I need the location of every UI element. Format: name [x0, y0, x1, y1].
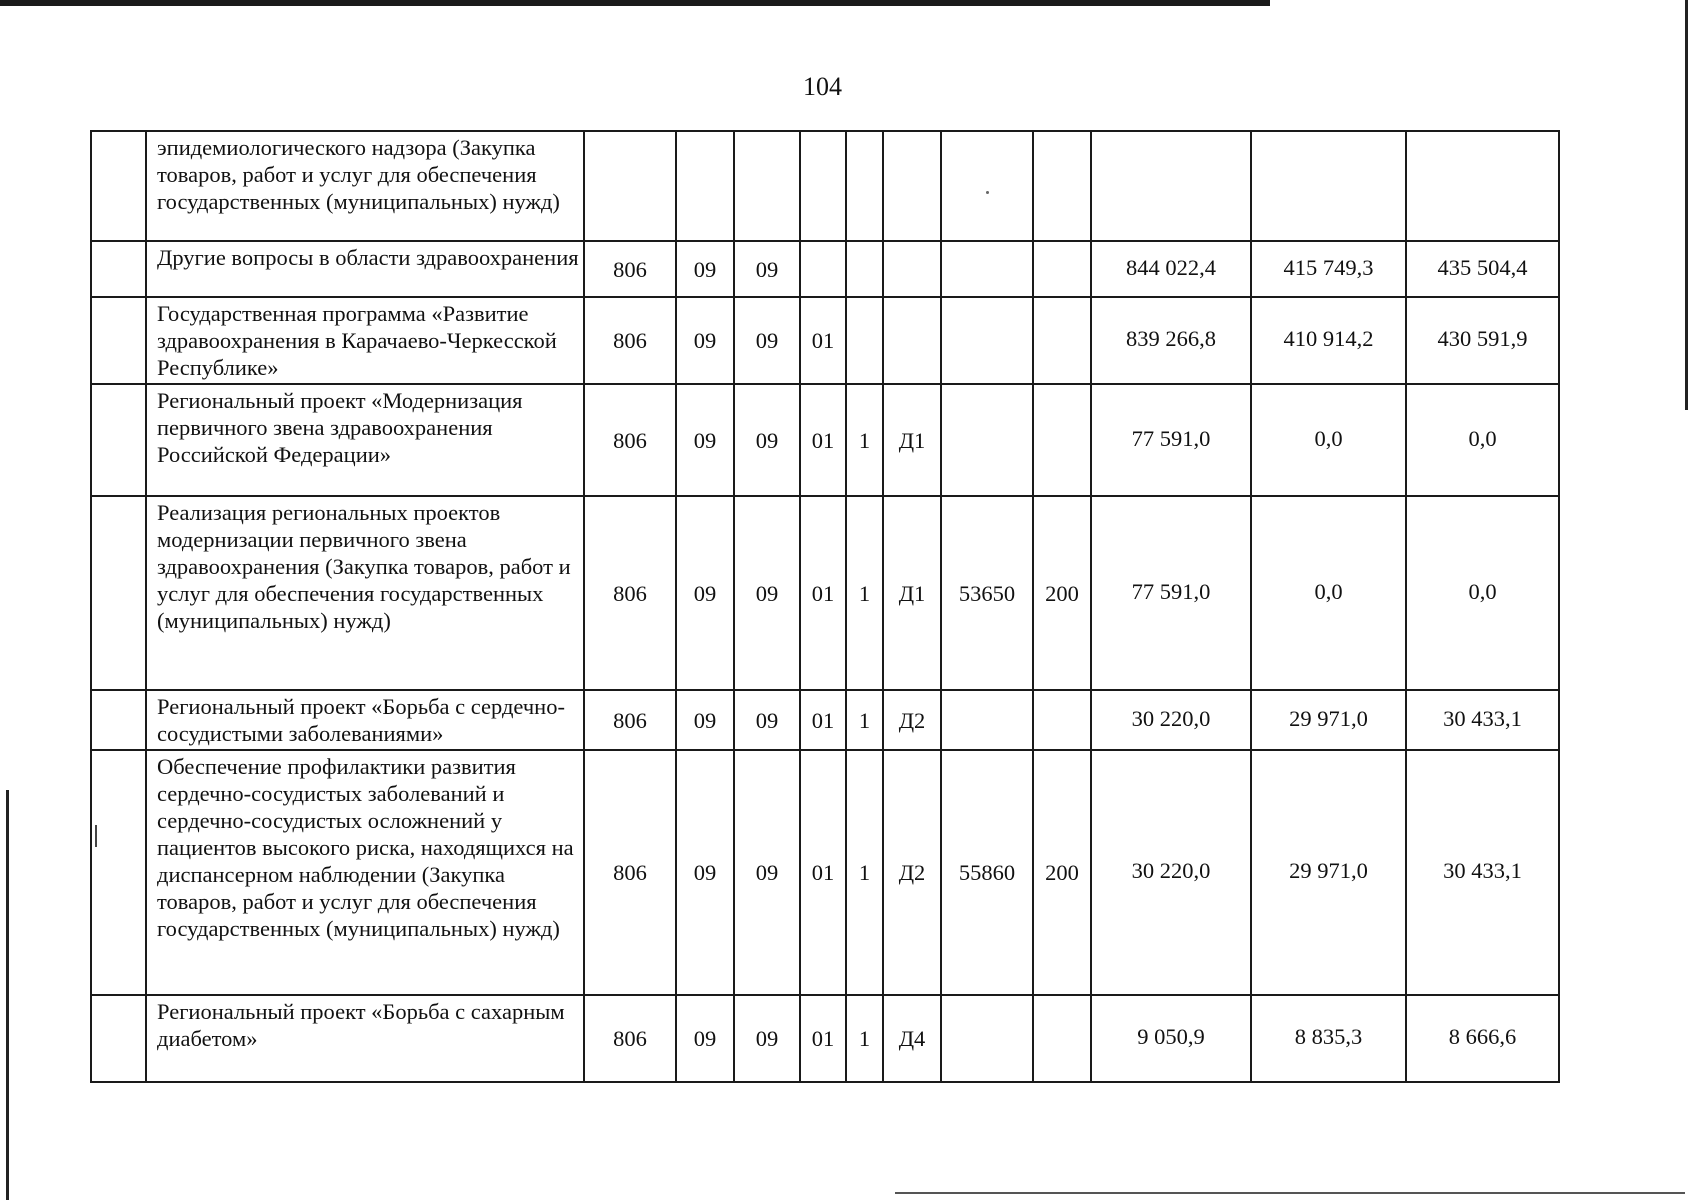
expense-type-cell [1033, 384, 1091, 496]
amount-year3-cell: 0,0 [1406, 384, 1559, 496]
direction-cell [941, 131, 1033, 241]
event-cell: Д1 [883, 384, 941, 496]
scan-edge-right [1685, 0, 1688, 410]
expense-type-cell [1033, 297, 1091, 384]
amount-year1-cell: 9 050,9 [1091, 995, 1251, 1082]
ved-cell: 806 [584, 297, 676, 384]
amount-year1-cell [1091, 131, 1251, 241]
row-name: Обеспечение профилактики развития сердечно-сосудистых заболеваний и сердечно-сосудистых осложнений у пациентов высокого риска, находящихся на диспансерном наблюдении (Закупка товаров, работ и услуг для обеспечения государственных (муниципальных) нужд) [146, 750, 584, 995]
event-cell: Д4 [883, 995, 941, 1082]
razdel-cell: 09 [676, 384, 734, 496]
budget-table [90, 130, 1560, 1083]
scan-dot [986, 191, 989, 194]
ved-cell: 806 [584, 241, 676, 297]
row-name: Реализация региональных проектов модернизации первичного звена здравоохранения (Закупка товаров, работ и услуг для обеспечения государственных (муниципальных) нужд) [146, 496, 584, 690]
event-cell [883, 241, 941, 297]
podrazdel-cell: 09 [734, 496, 800, 690]
subprogram-cell [846, 131, 883, 241]
razdel-cell: 09 [676, 750, 734, 995]
direction-cell [941, 297, 1033, 384]
direction-cell: 53650 [941, 496, 1033, 690]
subprogram-cell: 1 [846, 384, 883, 496]
row-name: Региональный проект «Модернизация первичного звена здравоохранения Российской Федерации» [146, 384, 584, 496]
podrazdel-cell [734, 131, 800, 241]
amount-year3-cell: 30 433,1 [1406, 750, 1559, 995]
event-cell: Д2 [883, 690, 941, 750]
subprogram-cell: 1 [846, 690, 883, 750]
ved-cell: 806 [584, 690, 676, 750]
table-row [91, 496, 1559, 690]
program-cell: 01 [800, 297, 846, 384]
program-cell [800, 241, 846, 297]
event-cell: Д1 [883, 496, 941, 690]
scan-edge-top [0, 0, 1270, 6]
subprogram-cell [846, 241, 883, 297]
row-marker-cell [91, 131, 146, 241]
expense-type-cell: 200 [1033, 750, 1091, 995]
subprogram-cell: 1 [846, 496, 883, 690]
table-row [91, 241, 1559, 297]
row-marker-cell [91, 496, 146, 690]
row-name: Другие вопросы в области здравоохранения [146, 241, 584, 297]
row-marker-cell [91, 690, 146, 750]
event-cell [883, 297, 941, 384]
razdel-cell: 09 [676, 496, 734, 690]
amount-year2-cell: 29 971,0 [1251, 690, 1406, 750]
razdel-cell: 09 [676, 995, 734, 1082]
row-marker-cell [91, 297, 146, 384]
amount-year2-cell: 410 914,2 [1251, 297, 1406, 384]
podrazdel-cell: 09 [734, 384, 800, 496]
program-cell: 01 [800, 384, 846, 496]
amount-year2-cell: 0,0 [1251, 384, 1406, 496]
program-cell [800, 131, 846, 241]
page-number: 104 [803, 72, 842, 101]
amount-year3-cell: 0,0 [1406, 496, 1559, 690]
podrazdel-cell: 09 [734, 995, 800, 1082]
table-row [91, 384, 1559, 496]
program-cell: 01 [800, 690, 846, 750]
amount-year1-cell: 77 591,0 [1091, 496, 1251, 690]
amount-year2-cell: 29 971,0 [1251, 750, 1406, 995]
expense-type-cell [1033, 131, 1091, 241]
program-cell: 01 [800, 496, 846, 690]
ved-cell: 806 [584, 496, 676, 690]
expense-type-cell: 200 [1033, 496, 1091, 690]
razdel-cell: 09 [676, 690, 734, 750]
row-name: эпидемиологического надзора (Закупка товаров, работ и услуг для обеспечения государственных (муниципальных) нужд) [146, 131, 584, 241]
table-row [91, 750, 1559, 995]
row-marker-cell [91, 384, 146, 496]
razdel-cell: 09 [676, 241, 734, 297]
razdel-cell [676, 131, 734, 241]
direction-cell [941, 241, 1033, 297]
ved-cell: 806 [584, 750, 676, 995]
table-row [91, 690, 1559, 750]
expense-type-cell [1033, 995, 1091, 1082]
amount-year1-cell: 77 591,0 [1091, 384, 1251, 496]
amount-year1-cell: 30 220,0 [1091, 690, 1251, 750]
podrazdel-cell: 09 [734, 241, 800, 297]
amount-year3-cell: 30 433,1 [1406, 690, 1559, 750]
amount-year1-cell: 30 220,0 [1091, 750, 1251, 995]
ved-cell: 806 [584, 384, 676, 496]
row-name: Региональный проект «Борьба с сердечно-сосудистыми заболеваниями» [146, 690, 584, 750]
podrazdel-cell: 09 [734, 297, 800, 384]
table-row [91, 131, 1559, 241]
event-cell [883, 131, 941, 241]
podrazdel-cell: 09 [734, 690, 800, 750]
amount-year1-cell: 839 266,8 [1091, 297, 1251, 384]
subprogram-cell [846, 297, 883, 384]
table-row [91, 297, 1559, 384]
expense-type-cell [1033, 241, 1091, 297]
direction-cell [941, 690, 1033, 750]
expense-type-cell [1033, 690, 1091, 750]
amount-year3-cell: 430 591,9 [1406, 297, 1559, 384]
direction-cell: 55860 [941, 750, 1033, 995]
amount-year3-cell: 8 666,6 [1406, 995, 1559, 1082]
subprogram-cell: 1 [846, 995, 883, 1082]
amount-year3-cell [1406, 131, 1559, 241]
subprogram-cell: 1 [846, 750, 883, 995]
podrazdel-cell: 09 [734, 750, 800, 995]
row-marker-cell [91, 750, 146, 995]
amount-year2-cell: 415 749,3 [1251, 241, 1406, 297]
ved-cell [584, 131, 676, 241]
row-marker-cell [91, 995, 146, 1082]
razdel-cell: 09 [676, 297, 734, 384]
direction-cell [941, 384, 1033, 496]
row-marker-cell [91, 241, 146, 297]
program-cell: 01 [800, 995, 846, 1082]
amount-year3-cell: 435 504,4 [1406, 241, 1559, 297]
scan-edge-bottom [895, 1192, 1685, 1194]
amount-year1-cell: 844 022,4 [1091, 241, 1251, 297]
scan-edge-left [6, 790, 9, 1200]
row-name: Региональный проект «Борьба с сахарным диабетом» [146, 995, 584, 1082]
amount-year2-cell [1251, 131, 1406, 241]
amount-year2-cell: 8 835,3 [1251, 995, 1406, 1082]
row-name: Государственная программа «Развитие здравоохранения в Карачаево-Черкесской Республике» [146, 297, 584, 384]
program-cell: 01 [800, 750, 846, 995]
amount-year2-cell: 0,0 [1251, 496, 1406, 690]
event-cell: Д2 [883, 750, 941, 995]
ved-cell: 806 [584, 995, 676, 1082]
direction-cell [941, 995, 1033, 1082]
table-row [91, 995, 1559, 1082]
